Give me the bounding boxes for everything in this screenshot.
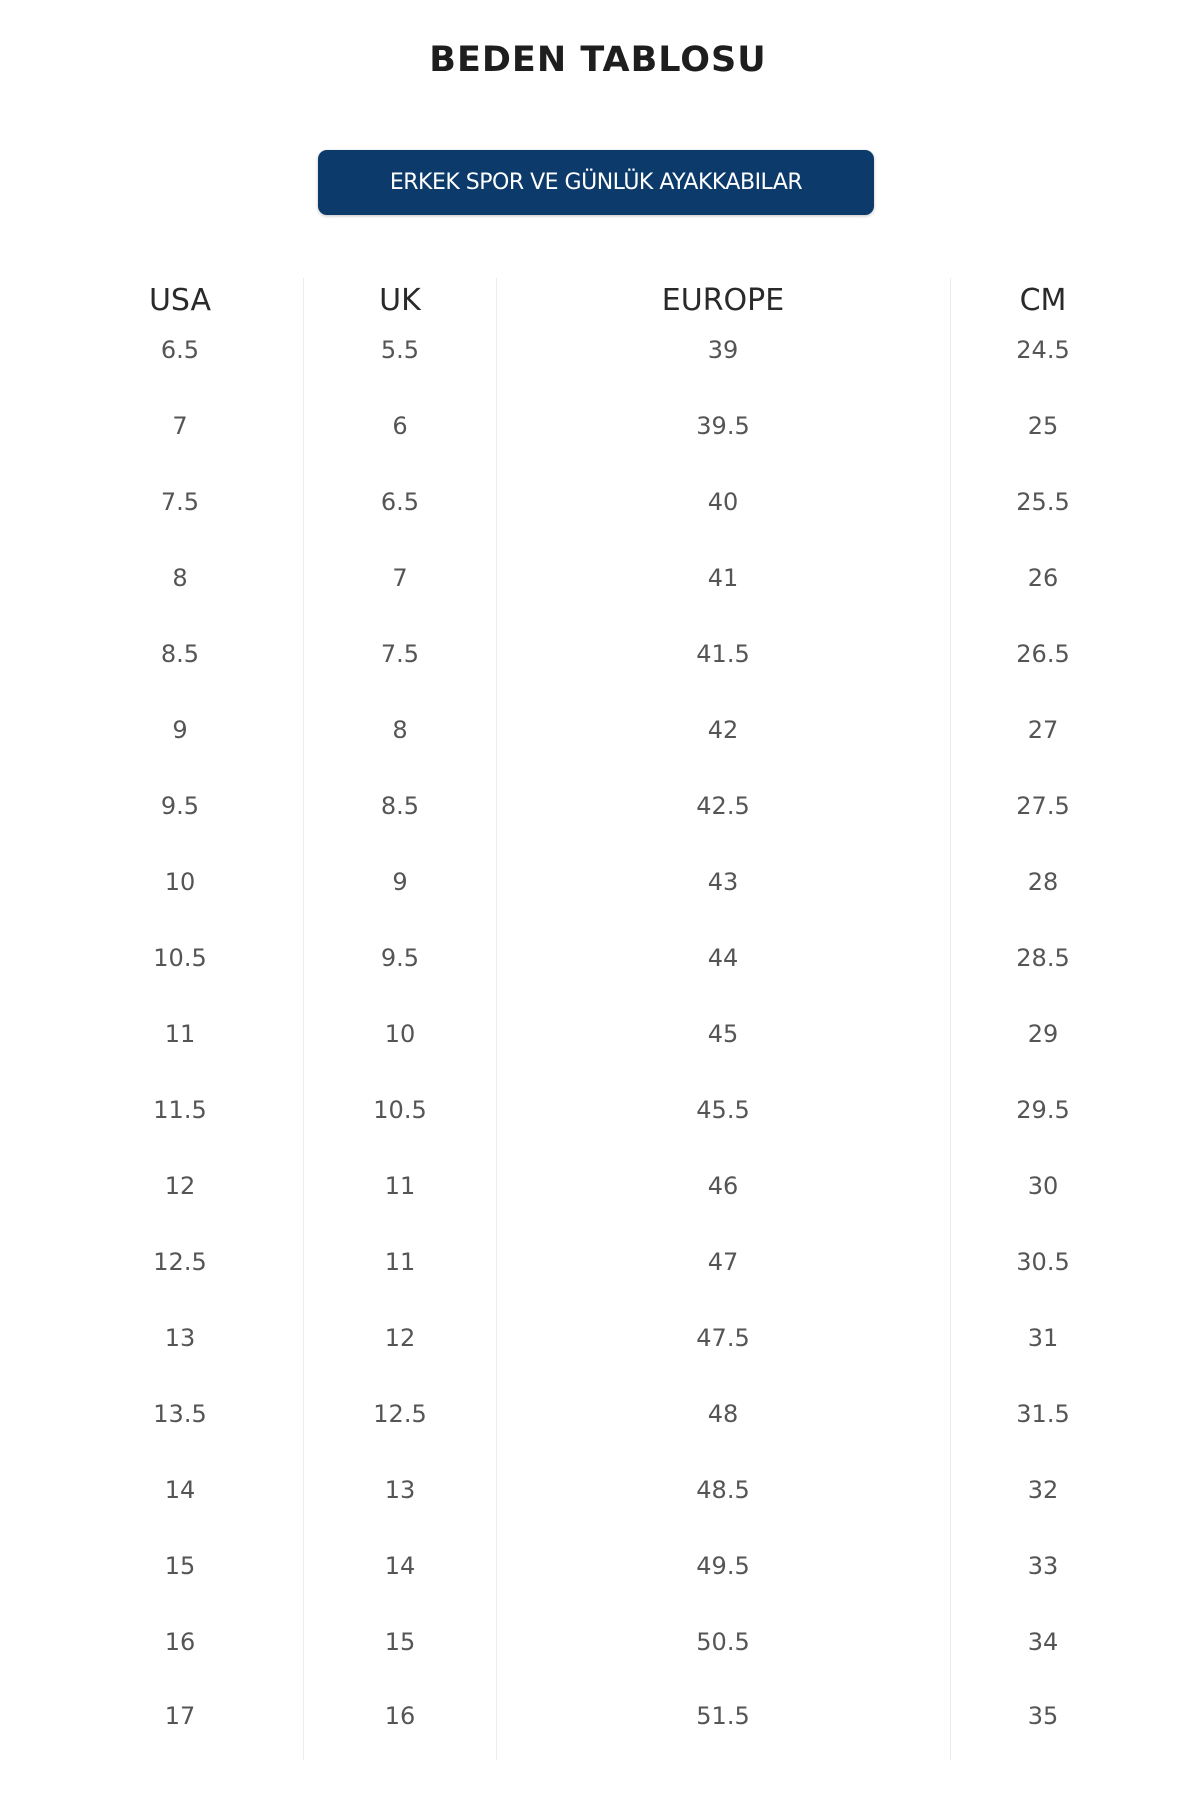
- cell-usa: 9: [172, 716, 188, 744]
- table-row: [0, 1392, 1196, 1436]
- cell-uk: 15: [384, 1628, 416, 1656]
- table-row: [0, 936, 1196, 980]
- cell-uk: 12: [384, 1324, 416, 1352]
- cell-cm: 25: [1027, 412, 1059, 440]
- cell-cm: 29: [1027, 1020, 1059, 1048]
- cell-europe: 41: [707, 564, 739, 592]
- cell-usa: 9.5: [160, 792, 200, 820]
- cell-uk: 6: [392, 412, 408, 440]
- cell-europe: 47.5: [696, 1324, 750, 1352]
- cell-europe: 45.5: [696, 1096, 750, 1124]
- cell-usa: 8: [172, 564, 188, 592]
- cell-europe: 51.5: [696, 1702, 750, 1730]
- cell-uk: 10: [384, 1020, 416, 1048]
- table-row: [0, 1620, 1196, 1664]
- cell-usa: 6.5: [160, 336, 200, 364]
- cell-europe: 46: [707, 1172, 739, 1200]
- table-row: [0, 1012, 1196, 1056]
- cell-cm: 33: [1027, 1552, 1059, 1580]
- cell-cm: 30: [1027, 1172, 1059, 1200]
- cell-cm: 31: [1027, 1324, 1059, 1352]
- column-header-usa: USA: [148, 282, 212, 318]
- cell-uk: 7: [392, 564, 408, 592]
- cell-europe: 39.5: [696, 412, 750, 440]
- cell-uk: 13: [384, 1476, 416, 1504]
- cell-cm: 34: [1027, 1628, 1059, 1656]
- cell-uk: 12.5: [373, 1400, 427, 1428]
- category-button-men-shoes[interactable]: [318, 150, 874, 215]
- cell-uk: 6.5: [380, 488, 420, 516]
- column-header-europe: EUROPE: [661, 282, 785, 318]
- cell-cm: 28.5: [1016, 944, 1070, 972]
- table-row: [0, 480, 1196, 524]
- cell-cm: 27: [1027, 716, 1059, 744]
- cell-europe: 48: [707, 1400, 739, 1428]
- cell-uk: 8.5: [380, 792, 420, 820]
- cell-uk: 16: [384, 1702, 416, 1730]
- cell-usa: 10: [164, 868, 196, 896]
- cell-cm: 24.5: [1016, 336, 1070, 364]
- cell-europe: 39: [707, 336, 739, 364]
- table-row: [0, 1316, 1196, 1360]
- table-row: [0, 708, 1196, 752]
- cell-usa: 8.5: [160, 640, 200, 668]
- page-title: BEDEN TABLOSU: [429, 40, 767, 80]
- cell-europe: 49.5: [696, 1552, 750, 1580]
- table-row: [0, 328, 1196, 372]
- cell-europe: 44: [707, 944, 739, 972]
- cell-cm: 26: [1027, 564, 1059, 592]
- cell-usa: 12.5: [153, 1248, 207, 1276]
- table-row: [0, 1468, 1196, 1512]
- cell-europe: 48.5: [696, 1476, 750, 1504]
- cell-uk: 9: [392, 868, 408, 896]
- cell-europe: 42.5: [696, 792, 750, 820]
- cell-usa: 11.5: [153, 1096, 207, 1124]
- table-row: [0, 1164, 1196, 1208]
- cell-uk: 8: [392, 716, 408, 744]
- cell-usa: 14: [164, 1476, 196, 1504]
- cell-usa: 16: [164, 1628, 196, 1656]
- cell-usa: 13.5: [153, 1400, 207, 1428]
- table-row: [0, 1544, 1196, 1588]
- cell-usa: 7: [172, 412, 188, 440]
- column-header-cm: CM: [1019, 282, 1067, 318]
- cell-cm: 32: [1027, 1476, 1059, 1504]
- category-button-label: ERKEK SPOR VE GÜNLÜK AYAKKABILAR: [389, 170, 803, 195]
- cell-europe: 43: [707, 868, 739, 896]
- cell-usa: 13: [164, 1324, 196, 1352]
- cell-uk: 10.5: [373, 1096, 427, 1124]
- cell-usa: 7.5: [160, 488, 200, 516]
- cell-europe: 50.5: [696, 1628, 750, 1656]
- table-row: [0, 1088, 1196, 1132]
- cell-usa: 17: [164, 1702, 196, 1730]
- cell-europe: 45: [707, 1020, 739, 1048]
- cell-cm: 26.5: [1016, 640, 1070, 668]
- table-row: [0, 556, 1196, 600]
- cell-uk: 14: [384, 1552, 416, 1580]
- cell-cm: 27.5: [1016, 792, 1070, 820]
- cell-uk: 5.5: [380, 336, 420, 364]
- cell-uk: 9.5: [380, 944, 420, 972]
- cell-cm: 31.5: [1016, 1400, 1070, 1428]
- cell-usa: 10.5: [153, 944, 207, 972]
- table-row: [0, 1694, 1196, 1738]
- cell-europe: 42: [707, 716, 739, 744]
- cell-usa: 15: [164, 1552, 196, 1580]
- table-row: [0, 1240, 1196, 1284]
- table-row: [0, 404, 1196, 448]
- table-row: [0, 860, 1196, 904]
- cell-cm: 25.5: [1016, 488, 1070, 516]
- column-header-uk: UK: [379, 282, 421, 318]
- table-row: [0, 632, 1196, 676]
- cell-usa: 11: [164, 1020, 196, 1048]
- cell-europe: 47: [707, 1248, 739, 1276]
- cell-cm: 35: [1027, 1702, 1059, 1730]
- cell-cm: 30.5: [1016, 1248, 1070, 1276]
- table-row: [0, 784, 1196, 828]
- cell-usa: 12: [164, 1172, 196, 1200]
- cell-europe: 40: [707, 488, 739, 516]
- cell-cm: 28: [1027, 868, 1059, 896]
- cell-uk: 11: [384, 1248, 416, 1276]
- cell-uk: 7.5: [380, 640, 420, 668]
- cell-uk: 11: [384, 1172, 416, 1200]
- cell-europe: 41.5: [696, 640, 750, 668]
- cell-cm: 29.5: [1016, 1096, 1070, 1124]
